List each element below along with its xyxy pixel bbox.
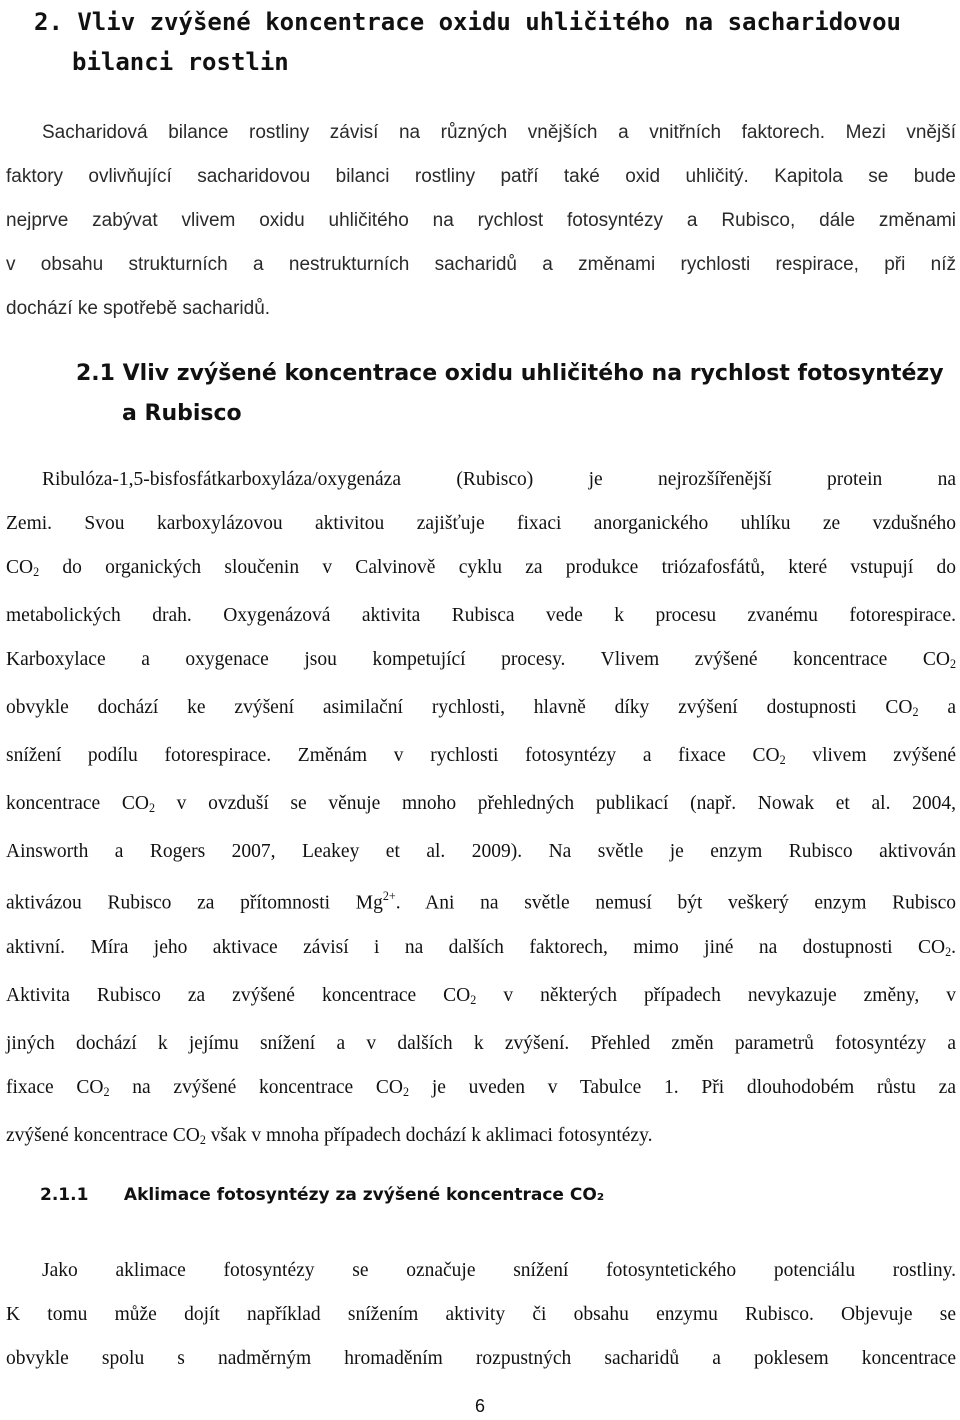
subsection-line: Jako aklimace fotosyntézy se označuje snížení fotosyntetického potenciálu rostliny. bbox=[42, 1260, 956, 1281]
page-number: 6 bbox=[474, 1396, 485, 1416]
section-body-line: aktivázou Rubisco za přítomnosti $Mg^{2+}$. Ani na světle nemusí být veškerý enzym Rubisco bbox=[6, 889, 956, 914]
section-number: 2.1 bbox=[76, 361, 115, 386]
subscript: 2 bbox=[912, 705, 919, 720]
subscript: 2 bbox=[103, 1084, 110, 1099]
subsection-title: Aklimace fotosyntézy za zvýšené koncentrace CO₂ bbox=[123, 1185, 605, 1205]
subsection-heading bbox=[40, 1180, 920, 1210]
section-body-paragraph bbox=[6, 458, 956, 1162]
section-body-line: jiných dochází k jejímu snížení a v dalších k zvýšení. Přehled změn parametrů fotosyntézy a bbox=[6, 1032, 956, 1054]
section-body-line: metabolických drah. Oxygenázová aktivita Rubisca vede k procesu zvanému fotorespirace. bbox=[6, 605, 956, 627]
section-title-line2: a Rubisco bbox=[122, 401, 242, 426]
subscript: 2 bbox=[470, 992, 477, 1007]
subscript: 2 bbox=[945, 944, 952, 959]
subsection-number: 2.1.1 bbox=[40, 1185, 89, 1205]
section-body-line: Ainsworth a Rogers 2007, Leakey et al. 2009). Na světle je enzym Rubisco aktivován bbox=[6, 841, 956, 863]
chapter-title-line1: Vliv zvýšené koncentrace oxidu uhličitého na sacharidovou bbox=[77, 8, 901, 36]
intro-line: v obsahu strukturních a nestrukturních sacharidů a změnami rychlosti respirace, při níž bbox=[6, 254, 956, 275]
chapter-heading bbox=[34, 2, 954, 82]
intro-line: dochází ke spotřebě sacharidů. bbox=[6, 298, 271, 319]
subscript: 2 bbox=[403, 1084, 410, 1099]
chapter-title-line2: bilanci rostlin bbox=[72, 48, 289, 76]
subscript: 2 bbox=[779, 753, 786, 768]
section-body-line: zvýšené koncentrace $CO_2$ však v mnoha případech dochází k aklimaci fotosyntézy. bbox=[6, 1124, 653, 1147]
section-body-line: fixace $CO_2$ na zvýšené koncentrace $CO_2$ je uveden v Tabulce 1. Při dlouhodobém růstu za bbox=[6, 1076, 956, 1099]
section-body-line: $CO_2$ do organických sloučenin v Calvinově cyklu za produkce triózafosfátů, které vstupují do bbox=[6, 557, 956, 580]
subscript: 2 bbox=[199, 1132, 206, 1147]
intro-paragraph bbox=[6, 111, 956, 331]
section-heading bbox=[76, 354, 956, 434]
section-body-line: obvykle dochází ke zvýšení asimilační rychlosti, hlavně díky zvýšení dostupnosti $CO_2$ a bbox=[6, 697, 957, 720]
section-body-line: aktivní. Míra jeho aktivace závisí i na dalších faktorech, mimo jiné na dostupnosti $CO_2$. bbox=[6, 936, 956, 959]
section-body-line: Aktivita Rubisco za zvýšené koncentrace $CO_2$ v některých případech nevykazuje změny, v bbox=[6, 984, 956, 1007]
subscript: 2 bbox=[148, 801, 155, 816]
subsection-line: K tomu může dojít například snížením aktivity či obsahu enzymu Rubisco. Objevuje se bbox=[6, 1304, 956, 1325]
subscript: 2 bbox=[949, 657, 956, 672]
subsection-body-paragraph bbox=[6, 1249, 956, 1381]
intro-line: Sacharidová bilance rostliny závisí na různých vnějších a vnitřních faktorech. Mezi vnější bbox=[42, 122, 956, 143]
section-body-line: Ribulóza-1,5-bisfosfátkarboxyláza/oxygenáza (Rubisco) je nejrozšířenější protein na bbox=[42, 469, 956, 490]
superscript: 2+ bbox=[382, 889, 396, 904]
section-body-line: snížení podílu fotorespirace. Změnám v rychlosti fotosyntézy a fixace $CO_2$ vlivem zvýšené bbox=[6, 745, 956, 768]
section-body-line: koncentrace $CO_2$ v ovzduší se věnuje mnoho přehledných publikací (např. Nowak et al. 2004, bbox=[6, 793, 956, 816]
subscript: 2 bbox=[33, 565, 40, 580]
chapter-number: 2. bbox=[34, 8, 63, 36]
intro-line: nejprve zabývat vlivem oxidu uhličitého na rychlost fotosyntézy a Rubisco, dále změnami bbox=[6, 210, 956, 231]
subsection-line: obvykle spolu s nadměrným hromaděním rozpustných sacharidů a poklesem koncentrace bbox=[6, 1348, 956, 1369]
section-body-line: Zemi. Svou karboxylázovou aktivitou zajišťuje fixaci anorganického uhlíku ze vzdušného bbox=[6, 513, 956, 534]
intro-line: faktory ovlivňující sacharidovou bilanci rostliny patří také oxid uhličitý. Kapitola se bude bbox=[6, 166, 956, 187]
section-title-line1: Vliv zvýšené koncentrace oxidu uhličitého na rychlost fotosyntézy bbox=[122, 361, 944, 386]
section-body-line: Karboxylace a oxygenace jsou kompetující procesy. Vlivem zvýšené koncentrace $CO_2$ bbox=[6, 649, 956, 672]
